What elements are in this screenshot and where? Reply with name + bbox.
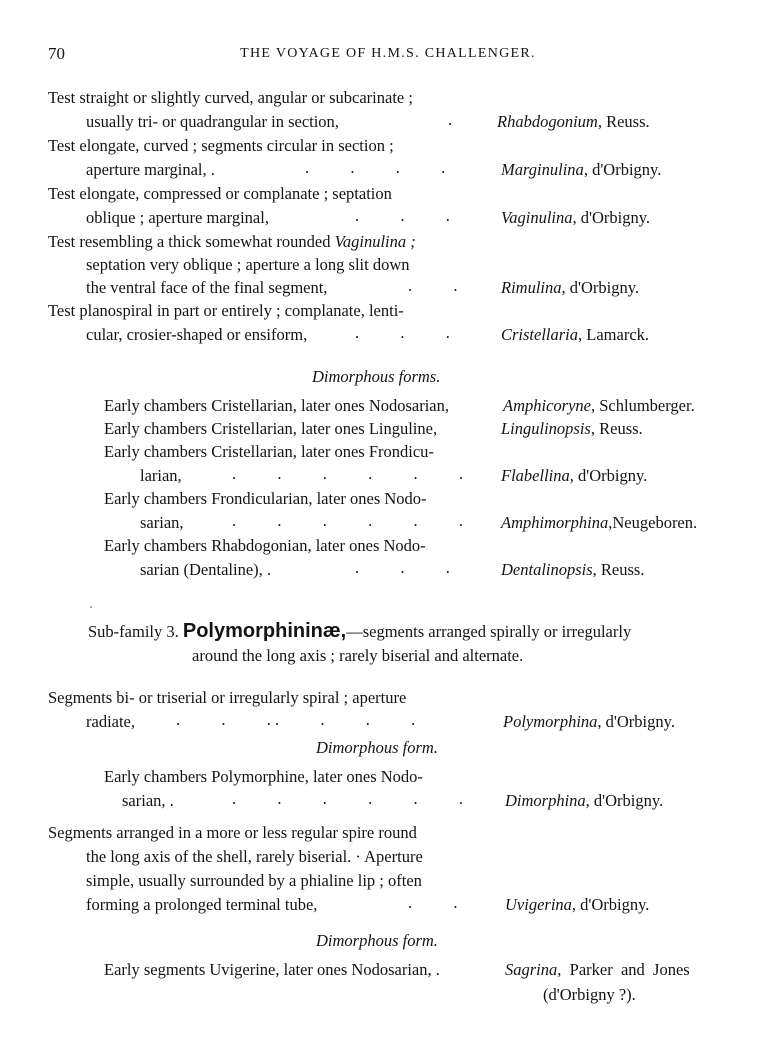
entry-line: simple, usually surrounded by a phialine lip ; often [86,871,422,890]
entry-line: Test straight or slightly curved, angular or subcarinate ; [48,88,413,107]
leader-dots: . . . [355,558,450,577]
genus-author: , d'Orbigny. [571,895,650,914]
genus-entry [501,160,661,180]
genus-author: , d'Orbigny. [572,208,651,227]
genus-entry [505,791,663,811]
entry-line [48,232,416,252]
subfamily-description-cont: around the long axis ; rarely biserial and alternate. [192,646,524,665]
genus-entry [505,895,649,915]
genus-entry [501,560,644,580]
entry-line: Early chambers Cristellarian, later ones Linguline, [104,419,438,438]
entry-line: usually tri- or quadrangular in section, [86,112,339,131]
subfamily-description: —segments arranged spirally or irregularly [346,622,632,641]
genus-entry [501,208,650,228]
genus-author: , d'Orbigny. [585,791,664,810]
genus-author: , d'Orbigny. [583,160,662,179]
genus-entry [503,396,695,416]
entry-line: Test planospiral in part or entirely ; complanate, lenti- [48,301,404,320]
entry-line: Segments arranged in a more or less regular spire round [48,823,417,842]
entry-line: Early chambers Frondicularian, later ones Nodo- [104,489,427,508]
genus-name: Polymorphina [503,712,598,731]
genus-reference: Vaginulina ; [334,232,416,251]
entry-line: Early chambers Cristellarian, later ones Frondicu- [104,442,434,461]
page-number: 70 [48,44,65,63]
genus-author: , Reuss. [590,419,643,438]
entry-line: sarian, . [122,791,174,810]
genus-name: Marginulina [501,160,584,179]
genus-name: Rhabdogonium [497,112,598,131]
entry-line: Segments bi- or triserial or irregularly spiral ; aperture [48,688,407,707]
entry-line: septation very oblique ; aperture a long slit down [86,255,410,274]
entry-line: oblique ; aperture marginal, [86,208,269,227]
genus-entry [505,960,690,980]
genus-name: Flabellina [501,466,570,485]
dimorphous-heading: Dimorphous form. [316,738,438,757]
leader-dots: . [448,110,453,129]
genus-author: , Schlumberger. [590,396,695,415]
genus-name: Uvigerina [505,895,572,914]
entry-line: cular, crosier-shaped or ensiform, [86,325,308,344]
entry-line: Test elongate, compressed or complanate ; septation [48,184,392,203]
genus-author: , Reuss. [597,112,650,131]
genus-entry [501,419,643,439]
genus-name: Amphicoryne [503,396,591,415]
genus-name: Sagrina [505,960,558,979]
paper-speck [90,606,92,608]
genus-name: Cristellaria [501,325,579,344]
genus-name: Rimulina [501,278,562,297]
entry-line: sarian, [140,513,184,532]
leader-dots: . . . . [305,158,446,177]
genus-author-cont: (d'Orbigny ?). [543,985,636,1004]
genus-name: Dimorphina [505,791,586,810]
genus-entry [501,325,649,345]
subfamily-prefix: Sub-family 3. [88,622,179,641]
genus-entry [501,513,697,533]
dimorphous-heading: Dimorphous form. [316,931,438,950]
genus-author: , d'Orbigny. [561,278,640,297]
genus-author: , d'Orbigny. [569,466,648,485]
entry-line: sarian (Dentaline), . [140,560,272,579]
subfamily-name: Polymorphininæ, [182,620,347,642]
leader-dots: . . . . . . [232,464,463,483]
entry-line: the ventral face of the final segment, [86,278,328,297]
leader-dots: . . . . . . [232,789,463,808]
genus-author: ,Neugeboren. [608,513,698,532]
entry-line: larian, [140,466,182,485]
genus-author: , Reuss. [592,560,645,579]
entry-line: Test elongate, curved ; segments circular in section ; [48,136,394,155]
genus-entry [503,712,675,732]
genus-name: Amphimorphina [501,513,609,532]
leader-dots: . . . [355,323,450,342]
genus-author: , d'Orbigny. [597,712,675,731]
entry-line: radiate, [86,712,136,731]
entry-line: forming a prolonged terminal tube, [86,895,318,914]
leader-dots: . . . . . . [232,511,463,530]
entry-line: the long axis of the shell, rarely biserial. · Aperture [86,847,423,866]
entry-line: Early chambers Cristellarian, later ones Nodosarian, [104,396,450,415]
genus-author: , Lamarck. [578,325,650,344]
genus-entry [497,112,650,132]
running-title: THE VOYAGE OF H.M.S. CHALLENGER. [240,46,536,61]
leader-dots: . . [408,276,458,295]
entry-line: Early segments Uvigerine, later ones Nodosarian, . [104,960,440,979]
leader-dots: . . . [355,206,450,225]
genus-entry [501,278,639,298]
genus-entry [501,466,647,486]
leader-dots: . . [408,893,458,912]
subfamily-heading [88,620,631,643]
entry-line: Early chambers Polymorphine, later ones Nodo- [104,767,423,786]
entry-line: Early chambers Rhabdogonian, later ones Nodo- [104,536,426,555]
genus-name: Lingulinopsis [501,419,591,438]
genus-name: Vaginulina [501,208,573,227]
genus-name: Dentalinopsis [501,560,593,579]
leader-dots: . . . . . . . [176,710,416,729]
entry-line-text: Test resembling a thick somewhat rounded [48,232,331,251]
dimorphous-heading: Dimorphous forms. [312,367,441,386]
entry-line: aperture marginal, . [86,160,215,179]
genus-author: , Parker and Jones [557,960,690,979]
